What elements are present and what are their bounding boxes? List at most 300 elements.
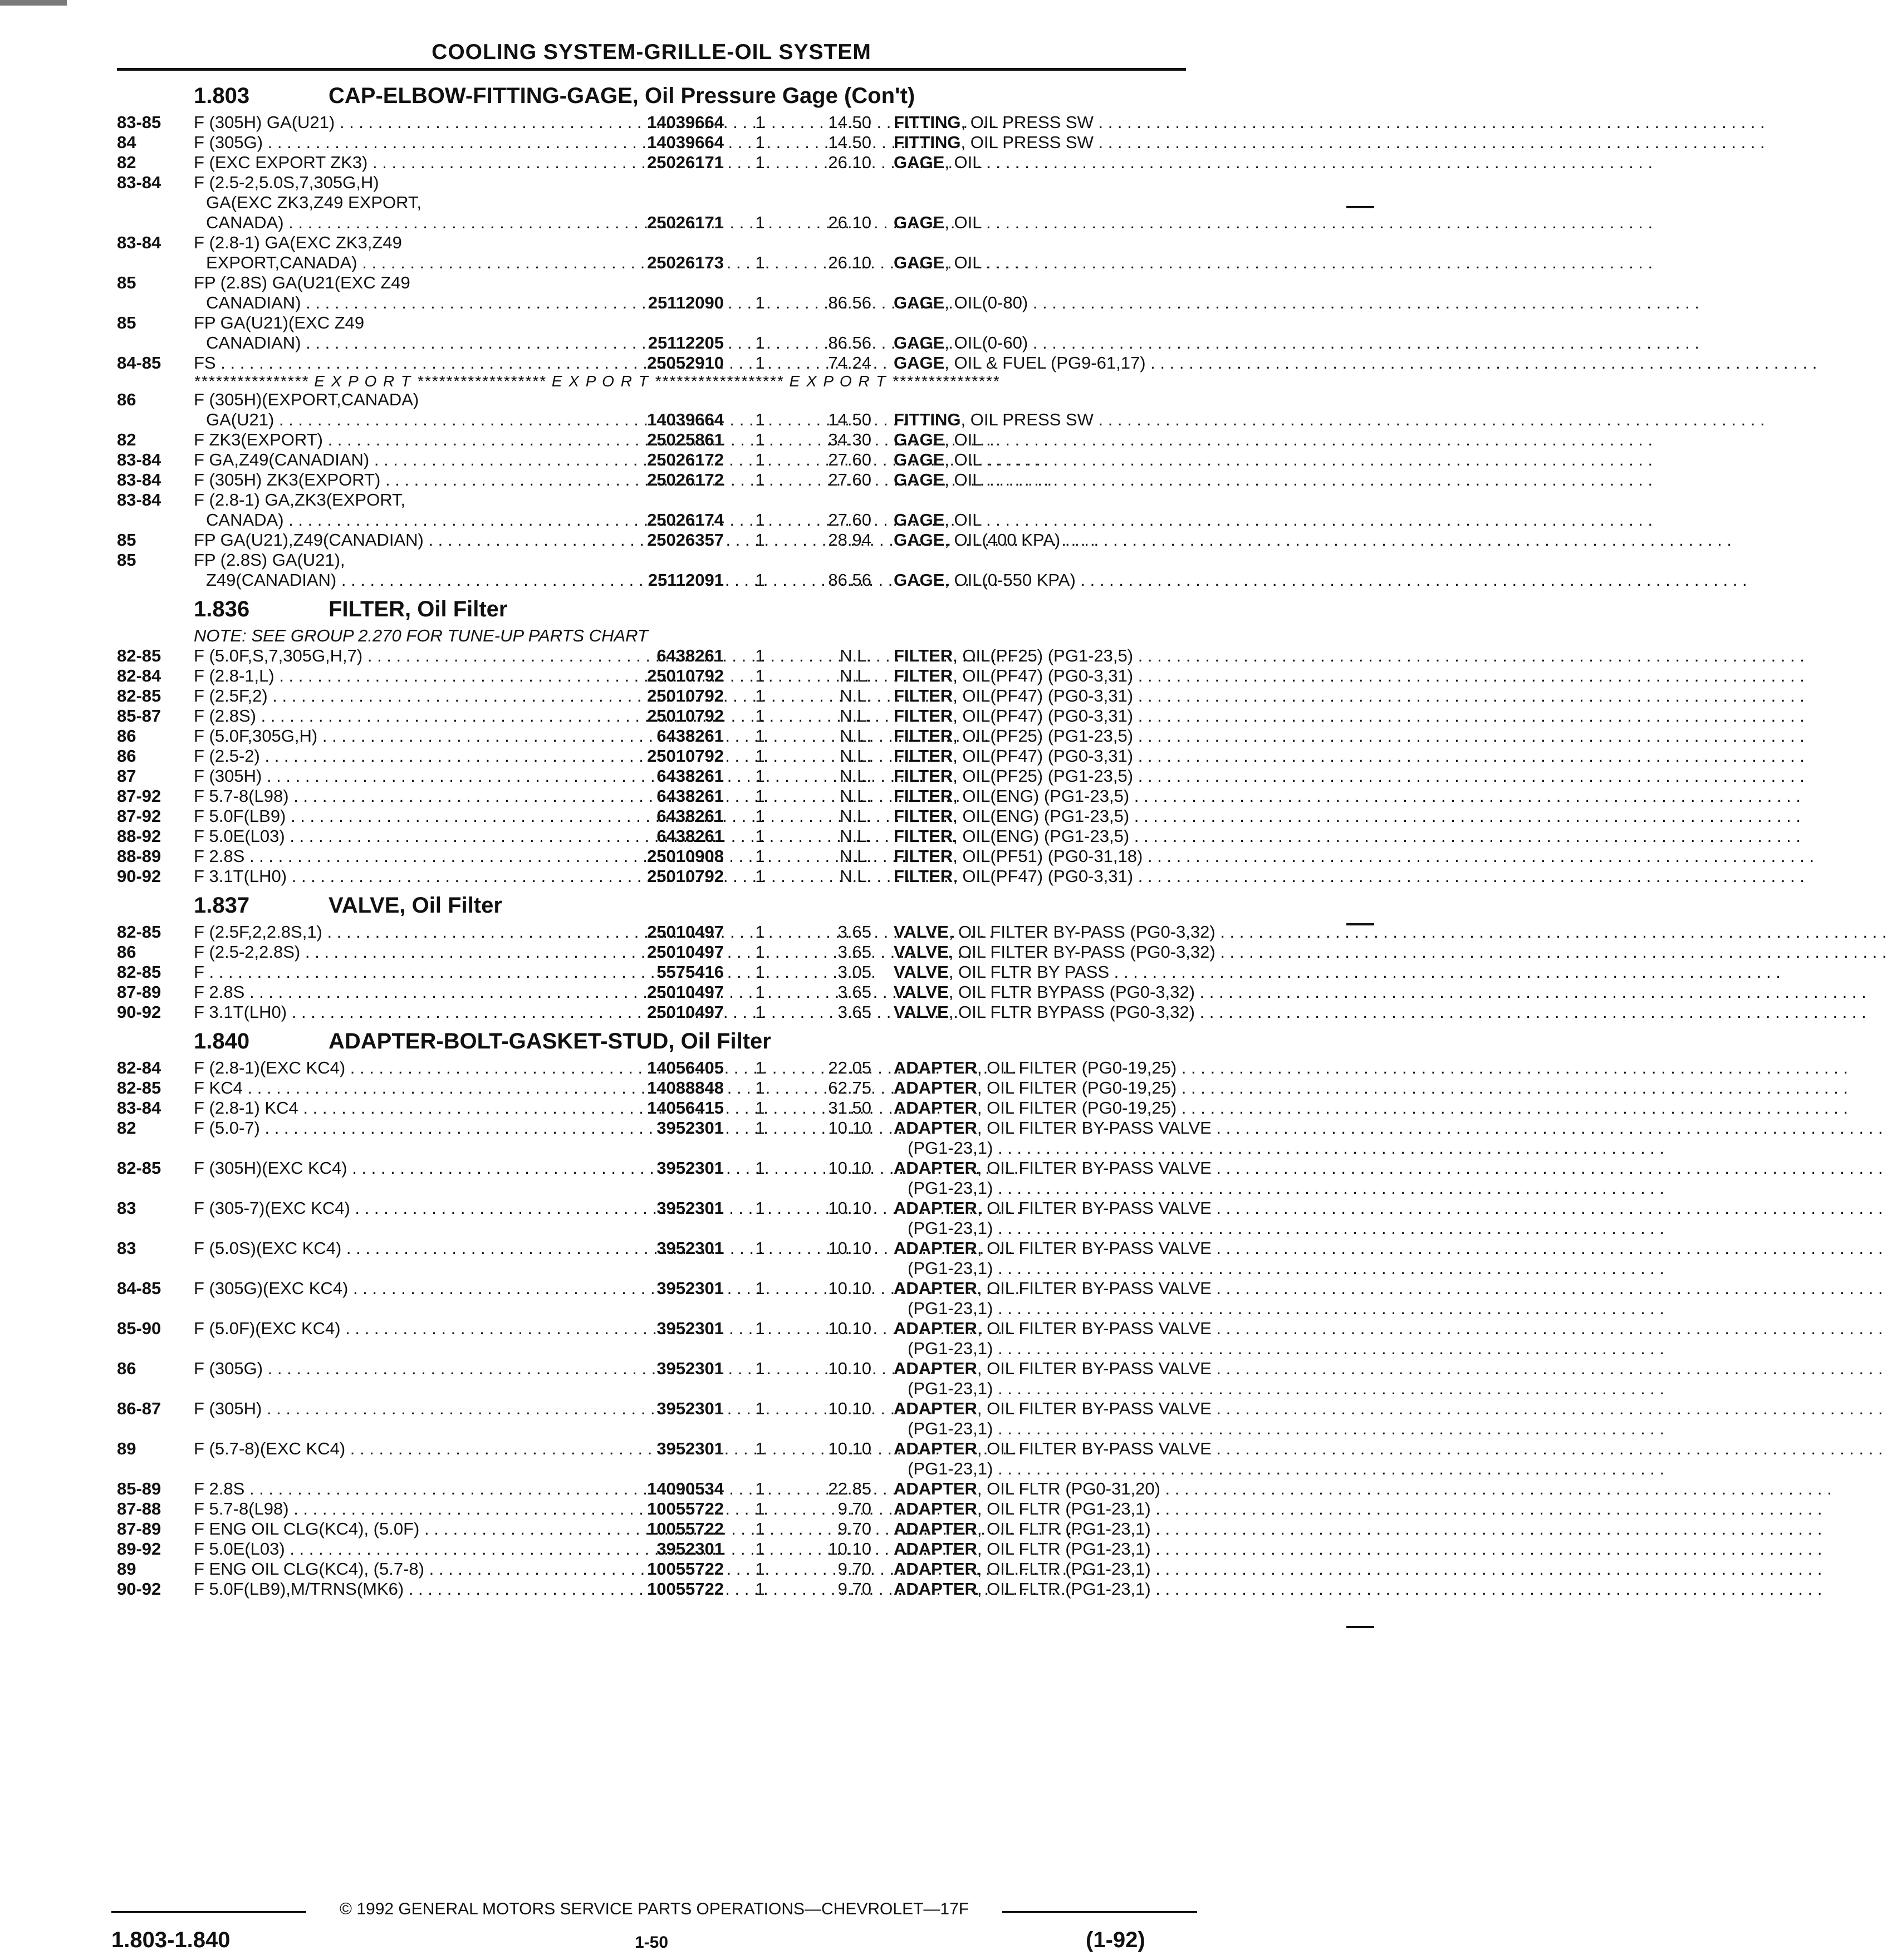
description	[894, 766, 1186, 786]
description	[894, 826, 1186, 846]
part-row-line	[117, 666, 1186, 686]
price: 26.10	[828, 253, 871, 272]
description	[894, 922, 1215, 942]
description-noun: FILTER	[894, 646, 953, 665]
part-row	[117, 1002, 1195, 1022]
part-row-line	[117, 766, 1186, 786]
quantity: 1	[755, 1579, 765, 1599]
model-year: 87-89	[117, 1519, 161, 1538]
application-text: F 3.1T(LH0)	[194, 1002, 287, 1022]
application	[194, 1439, 608, 1459]
model-year: 82	[117, 1118, 136, 1138]
part-row	[117, 1278, 1212, 1319]
price: N.L.	[840, 786, 871, 806]
description	[894, 706, 1186, 726]
part-number: 25112205	[648, 333, 724, 352]
part-row-line	[117, 153, 1186, 173]
quantity: 1	[755, 666, 765, 685]
application	[194, 1158, 608, 1178]
part-row-line	[117, 333, 1186, 353]
description-noun: ADAPTER	[894, 1539, 977, 1559]
model-year: 90-92	[117, 866, 161, 886]
application-text: F (2.8-1) GA,ZK3(EXPORT,	[194, 490, 406, 509]
quantity: 1	[755, 706, 765, 726]
description	[894, 333, 1186, 353]
description-noun: ADAPTER	[894, 1238, 977, 1258]
part-number: 25010792	[647, 666, 724, 685]
part-row-line	[117, 1138, 1186, 1158]
part-row	[117, 1479, 1186, 1499]
price: 22.05	[828, 1058, 871, 1077]
description	[894, 1058, 1186, 1078]
leader-dots	[1151, 1579, 1822, 1599]
quantity: 1	[755, 333, 765, 352]
description	[894, 253, 1186, 273]
leader-dots	[993, 1218, 1664, 1238]
model-year: 83	[117, 1198, 136, 1218]
application-text: F GA,Z49(CANADIAN)	[194, 450, 370, 469]
price: N.L.	[840, 686, 871, 705]
application-text: F (2.8-1) KC4	[194, 1098, 298, 1118]
price: 9.70	[837, 1499, 871, 1518]
part-row-line	[117, 1539, 1186, 1559]
part-number: 25112091	[648, 570, 724, 590]
description	[894, 1278, 1212, 1298]
part-number: 10055722	[647, 1579, 724, 1599]
price: 27.60	[828, 470, 871, 489]
leader-dots	[1133, 766, 1805, 786]
application	[194, 1579, 608, 1599]
part-row-line	[117, 1559, 1186, 1579]
description	[894, 846, 1186, 866]
leader-dots	[993, 1339, 1664, 1358]
price: 3.05	[837, 962, 871, 982]
part-number: 3952301	[656, 1439, 724, 1458]
description-noun: ADAPTER	[894, 1198, 977, 1218]
model-year: 82	[117, 430, 136, 449]
description	[908, 1298, 1186, 1319]
quantity: 1	[755, 293, 765, 312]
part-row-line	[117, 293, 1186, 313]
quantity: 1	[755, 1098, 765, 1118]
leader-dots	[1133, 686, 1805, 705]
part-row-line	[117, 1258, 1186, 1278]
quantity: 1	[755, 646, 765, 665]
price: 10.10	[828, 1198, 871, 1218]
application	[194, 233, 608, 253]
part-row-line	[117, 1198, 1212, 1218]
description	[894, 1238, 1212, 1258]
application	[194, 686, 608, 706]
margin-tick	[1346, 1626, 1374, 1628]
quantity: 1	[755, 826, 765, 846]
description-text: ADAPTER, OIL FILTER BY-PASS VALVE	[894, 1399, 1212, 1418]
application-text: F ZK3(EXPORT)	[194, 430, 323, 449]
description	[894, 942, 1215, 962]
price: 27.60	[828, 450, 871, 469]
leader-dots	[1215, 942, 1887, 962]
leader-dots	[1133, 666, 1805, 685]
part-row-line	[117, 550, 1186, 570]
part-number: 14039664	[647, 133, 724, 152]
application	[194, 273, 608, 293]
description-text: FILTER, OIL(PF51) (PG0-31,18)	[894, 846, 1143, 866]
model-year: 85-89	[117, 1479, 161, 1498]
leader-dots	[993, 1258, 1664, 1278]
model-year: 84-85	[117, 1278, 161, 1298]
part-row	[117, 826, 1186, 846]
part-row	[117, 233, 1186, 273]
part-row	[117, 666, 1186, 686]
model-year: 82-85	[117, 922, 161, 942]
application-text: F (5.0F,305G,H)	[194, 726, 318, 746]
description-noun: ADAPTER	[894, 1319, 977, 1338]
part-row-line	[117, 1519, 1186, 1539]
description-noun: FILTER	[894, 806, 953, 826]
leader-dots	[1151, 1539, 1822, 1559]
part-number: 3952301	[656, 1399, 724, 1418]
quantity: 1	[755, 846, 765, 866]
model-year: 89	[117, 1439, 136, 1458]
application	[194, 922, 608, 942]
description-noun: ADAPTER	[894, 1499, 977, 1518]
footer-date: (1-92)	[1086, 1928, 1145, 1952]
description	[894, 353, 1186, 373]
part-number: 25026173	[647, 253, 724, 272]
price: 26.10	[828, 153, 871, 172]
model-year: 85-87	[117, 706, 161, 726]
part-row	[117, 313, 1186, 353]
description-text: ADAPTER, OIL FILTER BY-PASS VALVE	[894, 1278, 1212, 1298]
description	[908, 1459, 1186, 1479]
description-text: GAGE, OIL	[894, 450, 982, 469]
model-year: 88-89	[117, 846, 161, 866]
application-text: F (305H)	[194, 766, 262, 786]
part-number: 6438261	[656, 646, 724, 665]
description-noun: ADAPTER	[894, 1078, 977, 1097]
quantity: 1	[755, 1198, 765, 1218]
application	[194, 666, 608, 686]
application-text: F 2.8S	[194, 1479, 245, 1498]
part-number: 25010792	[647, 866, 724, 886]
leader-dots	[1076, 570, 1747, 590]
application-text: FP (2.8S) GA(U21),	[194, 550, 345, 570]
description-noun: FILTER	[894, 846, 953, 866]
price: N.L.	[840, 646, 871, 665]
section-title: ADAPTER-BOLT-GASKET-STUD, Oil Filter	[329, 1029, 771, 1054]
description-text: GAGE, OIL	[894, 253, 982, 272]
part-row-line	[117, 1459, 1186, 1479]
price: 3.65	[837, 982, 871, 1002]
part-number: 6438261	[656, 766, 724, 786]
quantity: 1	[755, 1439, 765, 1458]
part-number: 25010497	[647, 922, 724, 942]
quantity: 1	[755, 1539, 765, 1559]
price: 26.10	[828, 213, 871, 232]
part-number: 25010908	[647, 846, 724, 866]
description	[894, 1579, 1186, 1599]
application	[194, 353, 608, 373]
model-year: 85	[117, 550, 136, 570]
part-row	[117, 686, 1186, 706]
description-noun: FILTER	[894, 866, 953, 886]
leader-dots	[1094, 410, 1765, 429]
application	[206, 333, 608, 353]
application-text: F 5.0E(L03)	[194, 1539, 285, 1559]
description-text: FITTING, OIL PRESS SW	[894, 410, 1094, 429]
description	[908, 1419, 1186, 1439]
part-row	[117, 1319, 1212, 1359]
application	[194, 962, 608, 982]
part-row-line	[117, 490, 1186, 510]
part-number: 25010497	[647, 1002, 724, 1022]
description-noun: GAGE	[894, 450, 945, 469]
description-text: VALVE, OIL FLTR BYPASS (PG0-3,32)	[894, 982, 1195, 1002]
description-noun: GAGE	[894, 153, 945, 172]
part-row	[117, 430, 1186, 450]
part-row	[117, 1238, 1212, 1278]
price: 27.60	[828, 510, 871, 530]
description-noun: GAGE	[894, 510, 945, 530]
price: 9.70	[837, 1519, 871, 1538]
application-text: FP GA(U21),Z49(CANADIAN)	[194, 530, 424, 550]
part-number: 25026171	[647, 213, 724, 232]
part-row	[117, 1559, 1186, 1579]
leader-dots	[981, 470, 1653, 489]
part-number: 25112090	[648, 293, 724, 312]
application	[194, 726, 608, 746]
part-row	[117, 1198, 1212, 1238]
footer-rule-right	[1002, 1911, 1197, 1913]
part-row-line	[117, 1379, 1186, 1399]
section-title: VALVE, Oil Filter	[329, 893, 502, 918]
part-row-line	[117, 1359, 1212, 1379]
quantity: 1	[755, 1559, 765, 1579]
part-row-line	[117, 982, 1195, 1002]
application-text: F (2.8-1,L)	[194, 666, 275, 685]
price: 28.94	[828, 530, 871, 550]
part-number: 6438261	[656, 826, 724, 846]
part-number: 3952301	[656, 1198, 724, 1218]
description-noun: GAGE	[894, 213, 945, 232]
model-year: 89-92	[117, 1539, 161, 1559]
part-row-line	[117, 173, 1186, 193]
description-text: FILTER, OIL(ENG) (PG1-23,5)	[894, 806, 1130, 826]
description	[894, 430, 1186, 450]
model-year: 83-85	[117, 112, 161, 132]
application	[194, 706, 608, 726]
leader-dots	[1133, 726, 1805, 746]
quantity: 1	[755, 726, 765, 746]
part-number: 25010497	[647, 982, 724, 1002]
leader-dots	[1212, 1238, 1883, 1258]
price: N.L.	[840, 746, 871, 766]
quantity: 1	[755, 430, 765, 449]
part-row-line	[117, 846, 1186, 866]
leader-dots	[1212, 1359, 1883, 1378]
part-number: 14056415	[647, 1098, 724, 1118]
quantity: 1	[755, 133, 765, 152]
application-text: F (2.8-1)(EXC KC4)	[194, 1058, 346, 1077]
description-noun: FILTER	[894, 666, 953, 685]
part-row	[117, 766, 1186, 786]
leader-dots	[1133, 706, 1805, 726]
application-text: F (2.8-1) GA(EXC ZK3,Z49	[194, 233, 402, 252]
description	[894, 1439, 1212, 1459]
description-noun: FILTER	[894, 766, 953, 786]
application-text: F (305H)(EXPORT,CANADA)	[194, 390, 419, 409]
application-text: F (305G)	[194, 1359, 263, 1378]
quantity: 1	[755, 922, 765, 942]
application	[194, 530, 608, 550]
application	[194, 1479, 608, 1499]
part-row	[117, 646, 1186, 666]
description-text: FILTER, OIL(PF25) (PG1-23,5)	[894, 646, 1134, 665]
quantity: 1	[755, 1158, 765, 1178]
description-text: ADAPTER, OIL FILTER BY-PASS VALVE	[894, 1198, 1212, 1218]
price: 3.65	[837, 942, 871, 962]
description-text: VALVE, OIL FLTR BY PASS	[894, 962, 1110, 982]
description	[894, 1002, 1195, 1022]
price: 86.56	[828, 333, 871, 352]
description-text: GAGE, OIL & FUEL (PG9-61,17)	[894, 353, 1146, 373]
part-number: 3952301	[656, 1158, 724, 1178]
section-heading	[117, 1022, 1186, 1058]
description-noun: ADAPTER	[894, 1399, 977, 1418]
quantity: 1	[755, 450, 765, 469]
part-row-line	[117, 1118, 1212, 1138]
leader-dots	[981, 153, 1653, 172]
quantity: 1	[755, 806, 765, 826]
price: N.L.	[840, 666, 871, 685]
part-number: 10055722	[647, 1519, 724, 1538]
description-text: GAGE, OIL(0-80)	[894, 293, 1028, 312]
quantity: 1	[755, 353, 765, 373]
description	[894, 470, 1186, 490]
application	[206, 510, 608, 530]
application-text: F (305H)(EXC KC4)	[194, 1158, 347, 1178]
part-number: 6438261	[656, 806, 724, 826]
description	[894, 1078, 1186, 1098]
application	[194, 1238, 608, 1258]
model-year: 84	[117, 133, 136, 152]
leader-dots	[1177, 1058, 1848, 1077]
application-text: F 2.8S	[194, 846, 245, 866]
part-row-line	[117, 1238, 1212, 1258]
section-heading	[117, 77, 1186, 112]
description-noun: GAGE	[894, 430, 945, 449]
part-number: 3952301	[656, 1539, 724, 1559]
leader-dots	[993, 1138, 1664, 1158]
description-noun: VALVE	[894, 922, 949, 942]
model-year: 83-84	[117, 1098, 161, 1118]
leader-dots	[1195, 982, 1866, 1002]
description-noun: GAGE	[894, 333, 945, 352]
description-text: ADAPTER, OIL FILTER BY-PASS VALVE	[894, 1158, 1212, 1178]
leader-dots	[1212, 1439, 1883, 1458]
description	[894, 133, 1186, 153]
part-row	[117, 866, 1186, 886]
leader-dots	[1129, 826, 1801, 846]
description-text: ADAPTER, OIL FILTER (PG0-19,25)	[894, 1078, 1177, 1097]
quantity: 1	[755, 530, 765, 550]
model-year: 86-87	[117, 1399, 161, 1418]
description-text: ADAPTER, OIL FLTR (PG1-23,1)	[894, 1539, 1151, 1559]
part-row	[117, 490, 1186, 530]
leader-dots	[1133, 646, 1805, 665]
application	[194, 430, 608, 450]
price: 9.70	[837, 1579, 871, 1599]
part-row-line	[117, 1319, 1212, 1339]
description-text: FILTER, OIL(PF25) (PG1-23,5)	[894, 726, 1134, 746]
part-row-line	[117, 706, 1186, 726]
leader-dots	[1177, 1078, 1848, 1097]
application	[194, 826, 608, 846]
part-row	[117, 1118, 1212, 1158]
description	[894, 982, 1195, 1002]
quantity: 1	[755, 766, 765, 786]
description-noun: ADAPTER	[894, 1158, 977, 1178]
description-noun: ADAPTER	[894, 1579, 977, 1599]
description-text: ADAPTER, OIL FLTR (PG1-23,1)	[894, 1499, 1151, 1518]
description-text: FILTER, OIL(ENG) (PG1-23,5)	[894, 786, 1130, 806]
part-row	[117, 133, 1186, 153]
part-row-line	[117, 786, 1186, 806]
part-row-line	[117, 470, 1186, 490]
part-number: 5575416	[656, 962, 724, 982]
description-noun: ADAPTER	[894, 1118, 977, 1138]
quantity: 1	[755, 1002, 765, 1022]
price: 10.10	[828, 1118, 871, 1138]
application	[194, 1359, 608, 1379]
description	[894, 1539, 1186, 1559]
model-year: 86	[117, 1359, 136, 1378]
section-number: 1.803	[194, 84, 250, 108]
application-text: F (2.8S)	[194, 706, 256, 726]
description-text: ADAPTER, OIL FILTER BY-PASS VALVE	[894, 1238, 1212, 1258]
description-noun: FILTER	[894, 706, 953, 726]
application-text: CANADIAN)	[206, 293, 301, 312]
description-text: FILTER, OIL(PF47) (PG0-3,31)	[894, 666, 1134, 685]
application-text: F (5.7-8)(EXC KC4)	[194, 1439, 346, 1458]
quantity: 1	[755, 470, 765, 489]
description-noun: ADAPTER	[894, 1519, 977, 1538]
part-row	[117, 922, 1215, 942]
application-text: F (5.0F)(EXC KC4)	[194, 1319, 341, 1338]
part-row	[117, 390, 1186, 430]
price: 10.10	[828, 1158, 871, 1178]
part-number: 3952301	[656, 1118, 724, 1138]
model-year: 87	[117, 766, 136, 786]
price: 34.30	[828, 430, 871, 449]
part-row	[117, 1098, 1186, 1118]
application-text: GA(EXC ZK3,Z49 EXPORT,	[206, 193, 422, 212]
model-year: 85	[117, 530, 136, 550]
application	[194, 982, 608, 1002]
description-text: FILTER, OIL(PF47) (PG0-3,31)	[894, 706, 1134, 726]
leader-dots	[993, 1178, 1664, 1198]
description-text: FITTING, OIL PRESS SW	[894, 112, 1094, 132]
part-number: 14088848	[647, 1078, 724, 1097]
price: 31.50	[828, 1098, 871, 1118]
model-year: 85	[117, 273, 136, 292]
quantity: 1	[755, 1519, 765, 1538]
application	[194, 390, 608, 410]
description-text: (PG1-23,1)	[908, 1258, 993, 1278]
description	[894, 686, 1186, 706]
description-noun: ADAPTER	[894, 1559, 977, 1579]
description	[894, 866, 1186, 886]
